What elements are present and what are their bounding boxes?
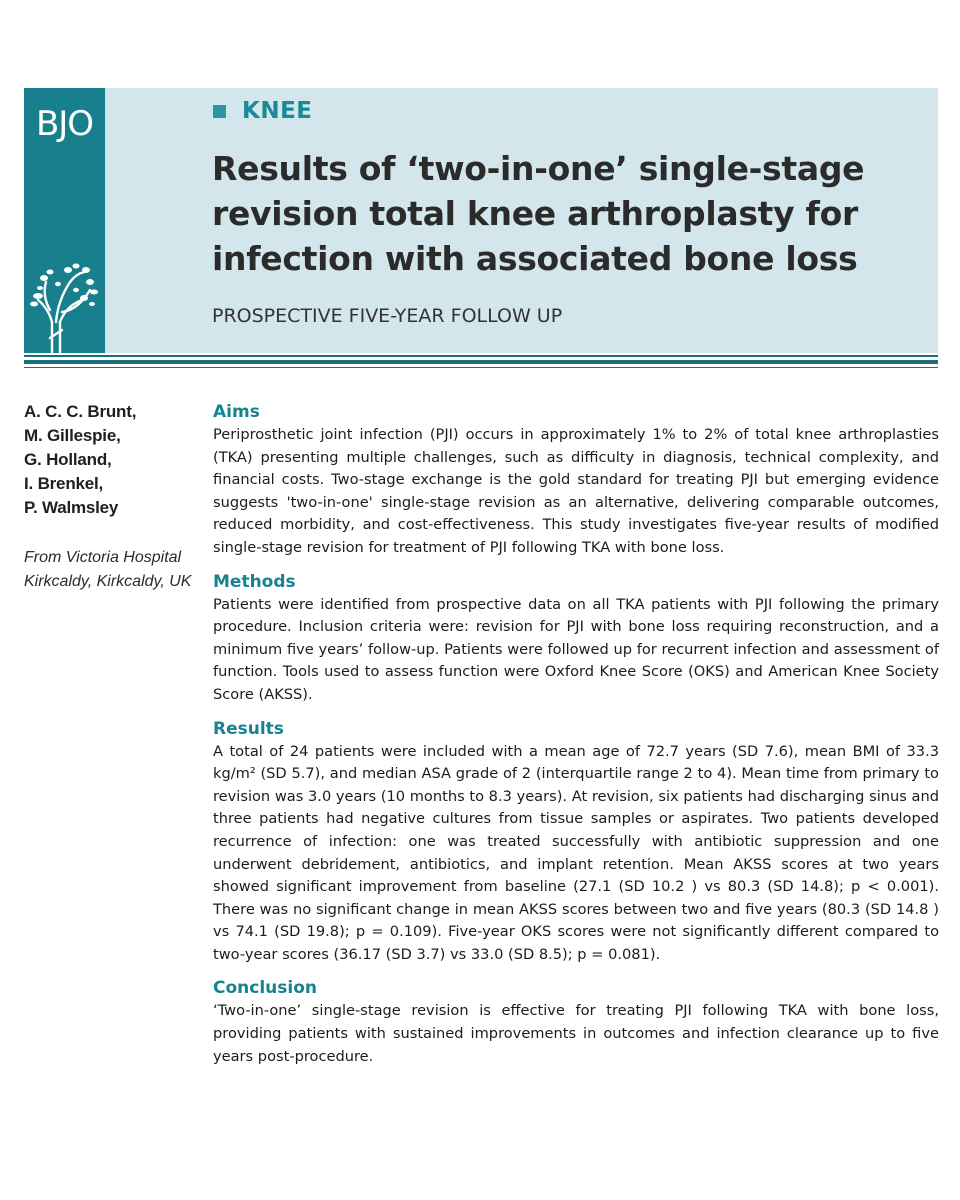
author-name: M. Gillespie, xyxy=(24,426,121,445)
article-title: Results of ‘two-in-one’ single-stage revision total knee arthroplasty for infection with associated bone loss xyxy=(212,149,865,278)
journal-name: BJO xyxy=(35,104,94,144)
author-name: I. Brenkel, xyxy=(24,474,104,493)
journal-logo-panel xyxy=(24,88,105,353)
affiliation-line: From Victoria Hospital xyxy=(24,549,182,566)
author-sidebar xyxy=(24,400,204,594)
section-label: KNEE xyxy=(242,98,313,124)
section-square-icon xyxy=(213,105,226,118)
article-subtitle: PROSPECTIVE FIVE-YEAR FOLLOW UP xyxy=(212,305,563,327)
divider-rule xyxy=(24,360,938,364)
section-tag xyxy=(213,98,313,124)
results-heading: Results xyxy=(213,718,284,739)
author-name: G. Holland, xyxy=(24,450,112,469)
divider-rule xyxy=(24,367,938,368)
abstract-body xyxy=(213,400,939,1078)
methods-text: Patients were identified from prospective data on all TKA patients with PJI following the primary procedure. Inclusion criteria were: revision for PJI with bone loss requiring reconstruction, and a minimum five years’ follow-up. Patients were followed up for recurrent infection and assessment of function. Tools used to assess function were Oxford Knee Score (OKS) and American Knee Society Score (AKSS). xyxy=(213,595,939,703)
affiliation-line: Kirkcaldy, Kirkcaldy, UK xyxy=(24,573,192,590)
affiliation xyxy=(24,546,204,594)
aims-heading: Aims xyxy=(213,402,260,422)
conclusion-text: ‘Two-in-one’ single-stage revision is effective for treating PJI following TKA with bone loss, providing patients with sustained improvements in outcomes and infection clearance up to five years post-procedure. xyxy=(213,1002,939,1065)
tree-logo-icon xyxy=(30,260,100,355)
conclusion-heading: Conclusion xyxy=(213,978,317,999)
methods-heading: Methods xyxy=(213,571,296,592)
aims-text: Periprosthetic joint infection (PJI) occurs in approximately 1% to 2% of total knee arthroplasties (TKA) presenting multiple challenges, such as difficulty in diagnosis, technical complexity, and financial costs. Two-stage exchange is the gold standard for treating PJI but emerging evidence suggests 'two-in-one' single-stage revision as an alternative, delivering comparable outcomes, reduced morbidity, and cost-effectiveness. This study investigates five-year results of modified single-stage revision for treatment of PJI following TKA with bone loss. xyxy=(213,426,939,556)
author-name: A. C. C. Brunt, xyxy=(24,402,137,421)
author-name: P. Walmsley xyxy=(24,498,119,517)
divider-rule xyxy=(24,355,938,357)
results-text: A total of 24 patients were included with a mean age of 72.7 years (SD 7.6), mean BMI of 33.3 kg/m² (SD 5.7), and median ASA grade of 2 (interquartile range 2 to 4). Mean time from primary to revision was 3.0 years (10 months to 8.3 years). At revision, six patients had discharging sinus and three patients had negative cultures from tissue samples or aspirates. Two patients developed recurrence of infection: one was treated successfully with antibiotic suppression and one underwent debridement, antibiotics, and implant retention. Mean AKSS scores at two years showed significant improvement from baseline (27.1 (SD 10.2 ) vs 80.3 (SD 14.8); p < 0.001). There was no significant change in mean AKSS scores between two and five years (80.3 (SD 14.8 ) vs 74.1 (SD 19.8); p = 0.109). Five-year OKS scores were not significantly different compared to two-year scores (36.17 (SD 3.7) vs 33.0 (SD 8.5); p = 0.081). xyxy=(213,742,939,963)
